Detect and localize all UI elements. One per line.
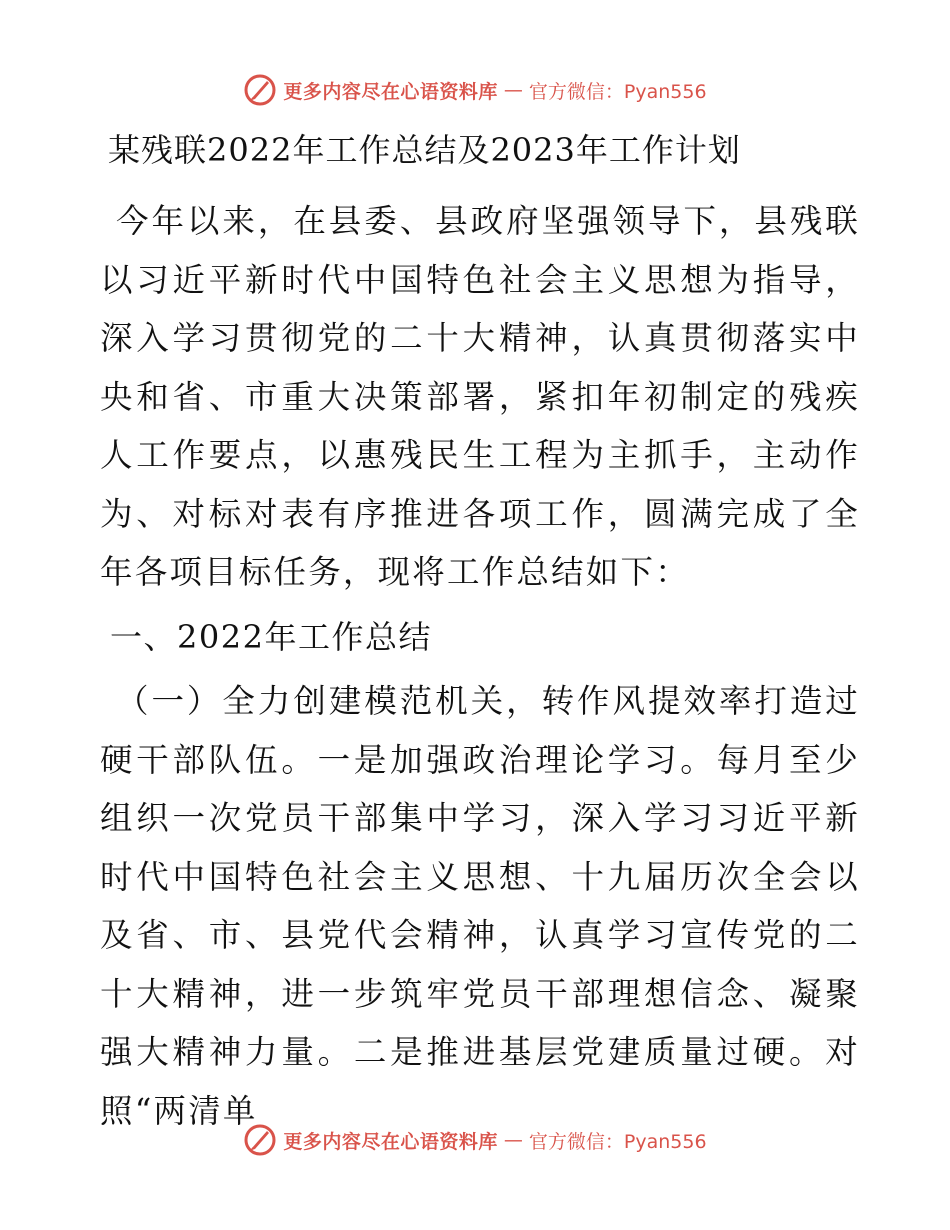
intro-paragraph: 今年以来，在县委、县政府坚强领导下，县残联以习近平新时代中国特色社会主义思想为指导，深入学习贯彻党的二十大精神，认真贯彻落实中央和省、市重大决策部署，紧扣年初制定的残疾人工作要点，以惠残民生工程为主抓手，主动作为、对标对表有序推进各项工作，圆满完成了全年各项目标任务，现将工作总结如下： [100, 202, 860, 591]
watermark-text: 更多内容尽在心语资料库 [283, 1130, 498, 1153]
section-paragraph: （一）全力创建模范机关，转作风提效率打造过硬干部队伍。一是加强政治理论学习。每月至少组织一次党员干部集中学习，深入学习习近平新时代中国特色社会主义思想、十九届历次全会以及省、市、县党代会精神，认真学习宣传党的二十大精神，进一步筑牢党员干部理想信念、凝聚强大精神力量。二是推进基层党建质量过硬。对照“两清单 [100, 682, 860, 1130]
quill-pen-logo-icon [243, 73, 277, 107]
watermark-separator: — [503, 79, 523, 101]
watermark-banner-top [0, 70, 950, 110]
watermark-banner-bottom [0, 1120, 950, 1160]
section-heading: 一、2022年工作总结 [110, 617, 432, 656]
watermark-contact: 官方微信：Pyan556 [528, 80, 707, 103]
watermark-contact: 官方微信：Pyan556 [528, 1130, 707, 1153]
document-title: 某残联2022年工作总结及2023年工作计划 [108, 131, 741, 169]
document-body [100, 122, 860, 1130]
watermark-text: 更多内容尽在心语资料库 [283, 80, 498, 103]
watermark-separator: — [503, 1129, 523, 1151]
quill-pen-logo-icon [243, 1123, 277, 1157]
